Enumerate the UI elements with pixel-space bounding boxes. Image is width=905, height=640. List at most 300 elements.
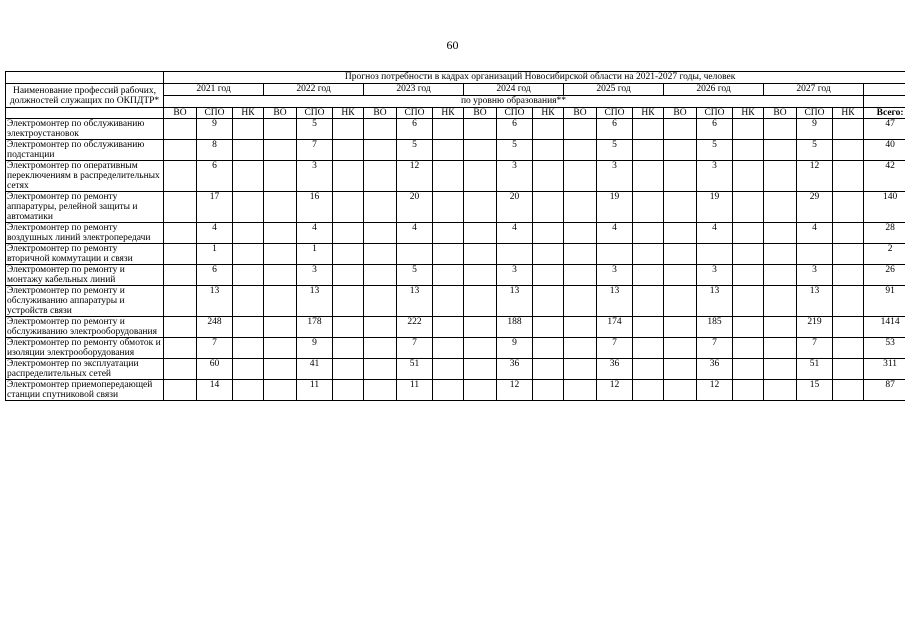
cell-total: 1414 bbox=[864, 317, 905, 338]
cell-spo: 4 bbox=[697, 223, 733, 244]
cell-nk bbox=[733, 223, 764, 244]
cell-vo bbox=[764, 317, 797, 338]
cell-nk bbox=[333, 140, 364, 161]
cell-nk bbox=[233, 317, 264, 338]
cell-nk bbox=[233, 359, 264, 380]
cell-vo bbox=[664, 286, 697, 317]
table-row bbox=[6, 119, 905, 140]
cell-spo bbox=[797, 244, 833, 265]
table-row bbox=[6, 140, 905, 161]
cell-vo bbox=[164, 244, 197, 265]
cell-total: 42 bbox=[864, 161, 905, 192]
forecast-table bbox=[5, 71, 905, 401]
cell-nk bbox=[833, 286, 864, 317]
profession-name: Электромонтер по ремонту и монтажу кабельных линий bbox=[6, 265, 164, 286]
cell-nk bbox=[533, 223, 564, 244]
cell-nk bbox=[733, 265, 764, 286]
cell-spo: 14 bbox=[197, 380, 233, 401]
header-level-spo: СПО bbox=[397, 108, 433, 119]
cell-nk bbox=[533, 380, 564, 401]
header-year-2025: 2025 год bbox=[564, 84, 664, 96]
cell-spo: 11 bbox=[397, 380, 433, 401]
cell-vo bbox=[264, 359, 297, 380]
cell-nk bbox=[433, 359, 464, 380]
cell-total: 2 bbox=[864, 244, 905, 265]
cell-nk bbox=[333, 338, 364, 359]
cell-spo: 5 bbox=[297, 119, 333, 140]
cell-nk bbox=[633, 338, 664, 359]
cell-spo: 13 bbox=[597, 286, 633, 317]
cell-vo bbox=[464, 192, 497, 223]
cell-spo: 36 bbox=[497, 359, 533, 380]
cell-spo: 51 bbox=[797, 359, 833, 380]
cell-nk bbox=[233, 244, 264, 265]
cell-vo bbox=[464, 317, 497, 338]
cell-vo bbox=[164, 359, 197, 380]
cell-spo: 4 bbox=[497, 223, 533, 244]
cell-vo bbox=[764, 286, 797, 317]
cell-spo: 1 bbox=[197, 244, 233, 265]
cell-nk bbox=[633, 359, 664, 380]
cell-spo: 188 bbox=[497, 317, 533, 338]
cell-spo: 7 bbox=[297, 140, 333, 161]
cell-vo bbox=[264, 244, 297, 265]
cell-nk bbox=[533, 317, 564, 338]
cell-vo bbox=[564, 223, 597, 244]
header-level-nk: НК bbox=[433, 108, 464, 119]
table-row bbox=[6, 223, 905, 244]
cell-vo bbox=[764, 140, 797, 161]
cell-vo bbox=[364, 359, 397, 380]
cell-spo: 41 bbox=[297, 359, 333, 380]
cell-vo bbox=[764, 265, 797, 286]
cell-nk bbox=[733, 161, 764, 192]
cell-nk bbox=[633, 317, 664, 338]
cell-nk bbox=[833, 192, 864, 223]
header-level-spo: СПО bbox=[697, 108, 733, 119]
cell-spo: 12 bbox=[597, 380, 633, 401]
cell-total: 40 bbox=[864, 140, 905, 161]
profession-name: Электромонтер по обслуживанию подстанции bbox=[6, 140, 164, 161]
cell-spo: 3 bbox=[697, 265, 733, 286]
cell-vo bbox=[664, 380, 697, 401]
header-level-spo: СПО bbox=[297, 108, 333, 119]
cell-nk bbox=[733, 317, 764, 338]
cell-vo bbox=[764, 380, 797, 401]
profession-name: Электромонтер по эксплуатации распределительных сетей bbox=[6, 359, 164, 380]
cell-vo bbox=[164, 140, 197, 161]
cell-nk bbox=[533, 192, 564, 223]
profession-name: Электромонтер по обслуживанию электроустановок bbox=[6, 119, 164, 140]
cell-nk bbox=[533, 286, 564, 317]
cell-spo: 12 bbox=[497, 380, 533, 401]
cell-nk bbox=[633, 244, 664, 265]
cell-vo bbox=[564, 161, 597, 192]
cell-vo bbox=[764, 359, 797, 380]
header-year-2026: 2026 год bbox=[664, 84, 764, 96]
cell-vo bbox=[764, 223, 797, 244]
table-row bbox=[6, 338, 905, 359]
cell-spo: 19 bbox=[597, 192, 633, 223]
cell-nk bbox=[633, 192, 664, 223]
cell-nk bbox=[333, 223, 364, 244]
cell-vo bbox=[264, 317, 297, 338]
cell-nk bbox=[433, 119, 464, 140]
cell-nk bbox=[233, 192, 264, 223]
cell-vo bbox=[264, 286, 297, 317]
cell-vo bbox=[364, 380, 397, 401]
cell-spo: 4 bbox=[197, 223, 233, 244]
cell-nk bbox=[233, 223, 264, 244]
cell-vo bbox=[664, 265, 697, 286]
header-year-2024: 2024 год bbox=[464, 84, 564, 96]
cell-spo: 4 bbox=[397, 223, 433, 244]
cell-vo bbox=[264, 140, 297, 161]
cell-vo bbox=[664, 223, 697, 244]
cell-spo: 6 bbox=[497, 119, 533, 140]
cell-nk bbox=[433, 286, 464, 317]
cell-nk bbox=[333, 380, 364, 401]
profession-name: Электромонтер приемопередающей станции спутниковой связи bbox=[6, 380, 164, 401]
cell-vo bbox=[764, 244, 797, 265]
cell-vo bbox=[564, 359, 597, 380]
cell-nk bbox=[233, 338, 264, 359]
cell-spo: 6 bbox=[397, 119, 433, 140]
cell-spo bbox=[497, 244, 533, 265]
cell-total: 140 bbox=[864, 192, 905, 223]
cell-vo bbox=[664, 359, 697, 380]
header-level-vo: ВО bbox=[764, 108, 797, 119]
cell-vo bbox=[664, 338, 697, 359]
cell-nk bbox=[733, 244, 764, 265]
cell-vo bbox=[364, 286, 397, 317]
cell-spo: 7 bbox=[397, 338, 433, 359]
cell-vo bbox=[364, 223, 397, 244]
cell-spo: 13 bbox=[497, 286, 533, 317]
cell-nk bbox=[833, 338, 864, 359]
cell-vo bbox=[464, 119, 497, 140]
cell-vo bbox=[464, 161, 497, 192]
cell-vo bbox=[164, 380, 197, 401]
cell-nk bbox=[533, 119, 564, 140]
cell-nk bbox=[433, 161, 464, 192]
header-level-spo: СПО bbox=[597, 108, 633, 119]
cell-nk bbox=[833, 161, 864, 192]
cell-vo bbox=[764, 119, 797, 140]
cell-spo: 174 bbox=[597, 317, 633, 338]
cell-spo: 19 bbox=[697, 192, 733, 223]
cell-total: 28 bbox=[864, 223, 905, 244]
cell-spo: 5 bbox=[497, 140, 533, 161]
profession-name: Электромонтер по оперативным переключениям в распределительных сетях bbox=[6, 161, 164, 192]
cell-nk bbox=[633, 265, 664, 286]
cell-nk bbox=[333, 119, 364, 140]
header-level-nk: НК bbox=[733, 108, 764, 119]
cell-spo: 3 bbox=[597, 265, 633, 286]
cell-spo bbox=[697, 244, 733, 265]
cell-vo bbox=[264, 223, 297, 244]
cell-spo: 7 bbox=[197, 338, 233, 359]
header-main-title: Прогноз потребности в кадрах организаций Новосибирской области на 2021-2027 годы, человек bbox=[164, 72, 905, 84]
cell-vo bbox=[564, 380, 597, 401]
cell-spo: 7 bbox=[697, 338, 733, 359]
cell-nk bbox=[433, 317, 464, 338]
header-blank-cell bbox=[6, 72, 164, 84]
cell-spo: 3 bbox=[497, 265, 533, 286]
cell-vo bbox=[164, 119, 197, 140]
cell-total: 91 bbox=[864, 286, 905, 317]
cell-nk bbox=[633, 286, 664, 317]
cell-nk bbox=[333, 286, 364, 317]
cell-spo: 20 bbox=[397, 192, 433, 223]
cell-total: 26 bbox=[864, 265, 905, 286]
cell-vo bbox=[164, 161, 197, 192]
cell-vo bbox=[564, 119, 597, 140]
cell-vo bbox=[164, 223, 197, 244]
profession-name: Электромонтер по ремонту обмоток и изоляции электрооборудования bbox=[6, 338, 164, 359]
cell-spo: 9 bbox=[297, 338, 333, 359]
cell-vo bbox=[564, 140, 597, 161]
cell-spo: 3 bbox=[797, 265, 833, 286]
cell-nk bbox=[533, 244, 564, 265]
cell-vo bbox=[364, 192, 397, 223]
cell-spo: 4 bbox=[797, 223, 833, 244]
cell-nk bbox=[333, 265, 364, 286]
header-total-label: Всего: bbox=[864, 108, 905, 119]
cell-nk bbox=[333, 192, 364, 223]
cell-spo: 248 bbox=[197, 317, 233, 338]
cell-nk bbox=[833, 359, 864, 380]
cell-spo: 36 bbox=[597, 359, 633, 380]
cell-spo: 3 bbox=[597, 161, 633, 192]
header-year-2021: 2021 год bbox=[164, 84, 264, 96]
cell-spo: 16 bbox=[297, 192, 333, 223]
header-level-vo: ВО bbox=[564, 108, 597, 119]
cell-nk bbox=[833, 244, 864, 265]
cell-vo bbox=[464, 244, 497, 265]
cell-spo: 29 bbox=[797, 192, 833, 223]
cell-nk bbox=[433, 140, 464, 161]
cell-vo bbox=[364, 161, 397, 192]
cell-nk bbox=[633, 223, 664, 244]
profession-name: Электромонтер по ремонту и обслуживанию электрооборудования bbox=[6, 317, 164, 338]
cell-vo bbox=[464, 359, 497, 380]
cell-spo: 9 bbox=[197, 119, 233, 140]
cell-spo: 12 bbox=[397, 161, 433, 192]
profession-name: Электромонтер по ремонту вторичной коммутации и связи bbox=[6, 244, 164, 265]
header-level-spo: СПО bbox=[797, 108, 833, 119]
cell-nk bbox=[833, 265, 864, 286]
cell-nk bbox=[533, 140, 564, 161]
cell-vo bbox=[464, 286, 497, 317]
cell-nk bbox=[233, 380, 264, 401]
cell-spo: 4 bbox=[597, 223, 633, 244]
cell-spo: 178 bbox=[297, 317, 333, 338]
cell-spo: 3 bbox=[297, 161, 333, 192]
header-level-nk: НК bbox=[333, 108, 364, 119]
cell-nk bbox=[833, 223, 864, 244]
cell-vo bbox=[364, 244, 397, 265]
cell-spo: 219 bbox=[797, 317, 833, 338]
table-row bbox=[6, 244, 905, 265]
header-level-vo: ВО bbox=[464, 108, 497, 119]
cell-total: 87 bbox=[864, 380, 905, 401]
header-level-nk: НК bbox=[533, 108, 564, 119]
cell-nk bbox=[233, 161, 264, 192]
cell-nk bbox=[433, 265, 464, 286]
cell-nk bbox=[733, 192, 764, 223]
table-row bbox=[6, 192, 905, 223]
profession-name: Электромонтер по ремонту воздушных линий электропередачи bbox=[6, 223, 164, 244]
cell-nk bbox=[733, 359, 764, 380]
header-level-vo: ВО bbox=[664, 108, 697, 119]
cell-nk bbox=[433, 223, 464, 244]
cell-nk bbox=[333, 244, 364, 265]
cell-nk bbox=[433, 338, 464, 359]
cell-spo: 3 bbox=[497, 161, 533, 192]
table-row bbox=[6, 380, 905, 401]
header-row-title bbox=[6, 72, 905, 84]
cell-vo bbox=[664, 192, 697, 223]
cell-nk bbox=[233, 265, 264, 286]
cell-spo: 51 bbox=[397, 359, 433, 380]
cell-vo bbox=[564, 286, 597, 317]
header-level-nk: НК bbox=[233, 108, 264, 119]
cell-nk bbox=[233, 286, 264, 317]
cell-spo: 6 bbox=[197, 265, 233, 286]
cell-spo: 12 bbox=[697, 380, 733, 401]
header-levels-title: по уровню образования** bbox=[164, 96, 864, 108]
cell-vo bbox=[364, 265, 397, 286]
cell-spo: 7 bbox=[797, 338, 833, 359]
cell-spo bbox=[597, 244, 633, 265]
cell-nk bbox=[233, 140, 264, 161]
cell-vo bbox=[764, 192, 797, 223]
cell-spo: 13 bbox=[197, 286, 233, 317]
cell-spo: 12 bbox=[797, 161, 833, 192]
table-row bbox=[6, 317, 905, 338]
cell-spo: 185 bbox=[697, 317, 733, 338]
cell-vo bbox=[464, 380, 497, 401]
cell-total: 53 bbox=[864, 338, 905, 359]
cell-spo bbox=[397, 244, 433, 265]
cell-spo: 13 bbox=[797, 286, 833, 317]
cell-vo bbox=[464, 223, 497, 244]
cell-vo bbox=[364, 338, 397, 359]
header-total-blank-2 bbox=[864, 96, 905, 108]
header-year-2027: 2027 год bbox=[764, 84, 864, 96]
cell-nk bbox=[833, 317, 864, 338]
cell-vo bbox=[364, 317, 397, 338]
cell-vo bbox=[464, 140, 497, 161]
cell-nk bbox=[833, 140, 864, 161]
cell-vo bbox=[564, 244, 597, 265]
cell-spo: 20 bbox=[497, 192, 533, 223]
cell-nk bbox=[733, 338, 764, 359]
cell-nk bbox=[733, 286, 764, 317]
cell-nk bbox=[633, 161, 664, 192]
header-year-2022: 2022 год bbox=[264, 84, 364, 96]
cell-spo: 5 bbox=[397, 140, 433, 161]
cell-vo bbox=[264, 192, 297, 223]
cell-spo: 36 bbox=[697, 359, 733, 380]
cell-spo: 3 bbox=[697, 161, 733, 192]
cell-vo bbox=[564, 192, 597, 223]
cell-nk bbox=[533, 359, 564, 380]
profession-name: Электромонтер по ремонту аппаратуры, релейной защиты и автоматики bbox=[6, 192, 164, 223]
header-level-vo: ВО bbox=[364, 108, 397, 119]
cell-nk bbox=[633, 140, 664, 161]
cell-spo: 15 bbox=[797, 380, 833, 401]
page-number: 60 bbox=[446, 38, 459, 52]
cell-nk bbox=[533, 265, 564, 286]
cell-spo: 17 bbox=[197, 192, 233, 223]
cell-vo bbox=[664, 140, 697, 161]
cell-nk bbox=[833, 119, 864, 140]
cell-spo: 8 bbox=[197, 140, 233, 161]
cell-vo bbox=[664, 119, 697, 140]
cell-spo: 6 bbox=[697, 119, 733, 140]
cell-spo: 11 bbox=[297, 380, 333, 401]
cell-spo: 1 bbox=[297, 244, 333, 265]
header-name-column: Наименование профессий рабочих, должностей служащих по ОКПДТР* bbox=[6, 84, 164, 108]
cell-vo bbox=[564, 265, 597, 286]
cell-spo: 5 bbox=[597, 140, 633, 161]
cell-spo: 5 bbox=[697, 140, 733, 161]
cell-nk bbox=[333, 317, 364, 338]
cell-spo: 7 bbox=[597, 338, 633, 359]
cell-spo: 13 bbox=[397, 286, 433, 317]
cell-vo bbox=[264, 119, 297, 140]
cell-nk bbox=[733, 140, 764, 161]
cell-total: 311 bbox=[864, 359, 905, 380]
cell-vo bbox=[164, 317, 197, 338]
cell-spo: 222 bbox=[397, 317, 433, 338]
cell-vo bbox=[464, 338, 497, 359]
cell-vo bbox=[364, 119, 397, 140]
cell-vo bbox=[264, 265, 297, 286]
cell-spo: 6 bbox=[597, 119, 633, 140]
cell-nk bbox=[833, 380, 864, 401]
cell-nk bbox=[633, 380, 664, 401]
cell-vo bbox=[164, 265, 197, 286]
cell-nk bbox=[433, 244, 464, 265]
cell-vo bbox=[264, 380, 297, 401]
cell-spo: 13 bbox=[297, 286, 333, 317]
cell-vo bbox=[164, 192, 197, 223]
cell-nk bbox=[733, 119, 764, 140]
cell-total: 47 bbox=[864, 119, 905, 140]
header-level-nk: НК bbox=[833, 108, 864, 119]
cell-nk bbox=[233, 119, 264, 140]
cell-spo: 5 bbox=[397, 265, 433, 286]
cell-spo: 60 bbox=[197, 359, 233, 380]
header-level-spo: СПО bbox=[197, 108, 233, 119]
cell-vo bbox=[564, 317, 597, 338]
profession-name: Электромонтер по ремонту и обслуживанию аппаратуры и устройств связи bbox=[6, 286, 164, 317]
cell-vo bbox=[164, 338, 197, 359]
table-row bbox=[6, 359, 905, 380]
cell-nk bbox=[733, 380, 764, 401]
cell-vo bbox=[264, 338, 297, 359]
cell-vo bbox=[764, 161, 797, 192]
cell-spo: 6 bbox=[197, 161, 233, 192]
cell-vo bbox=[564, 338, 597, 359]
cell-nk bbox=[433, 380, 464, 401]
table-row bbox=[6, 286, 905, 317]
cell-vo bbox=[264, 161, 297, 192]
cell-spo: 4 bbox=[297, 223, 333, 244]
